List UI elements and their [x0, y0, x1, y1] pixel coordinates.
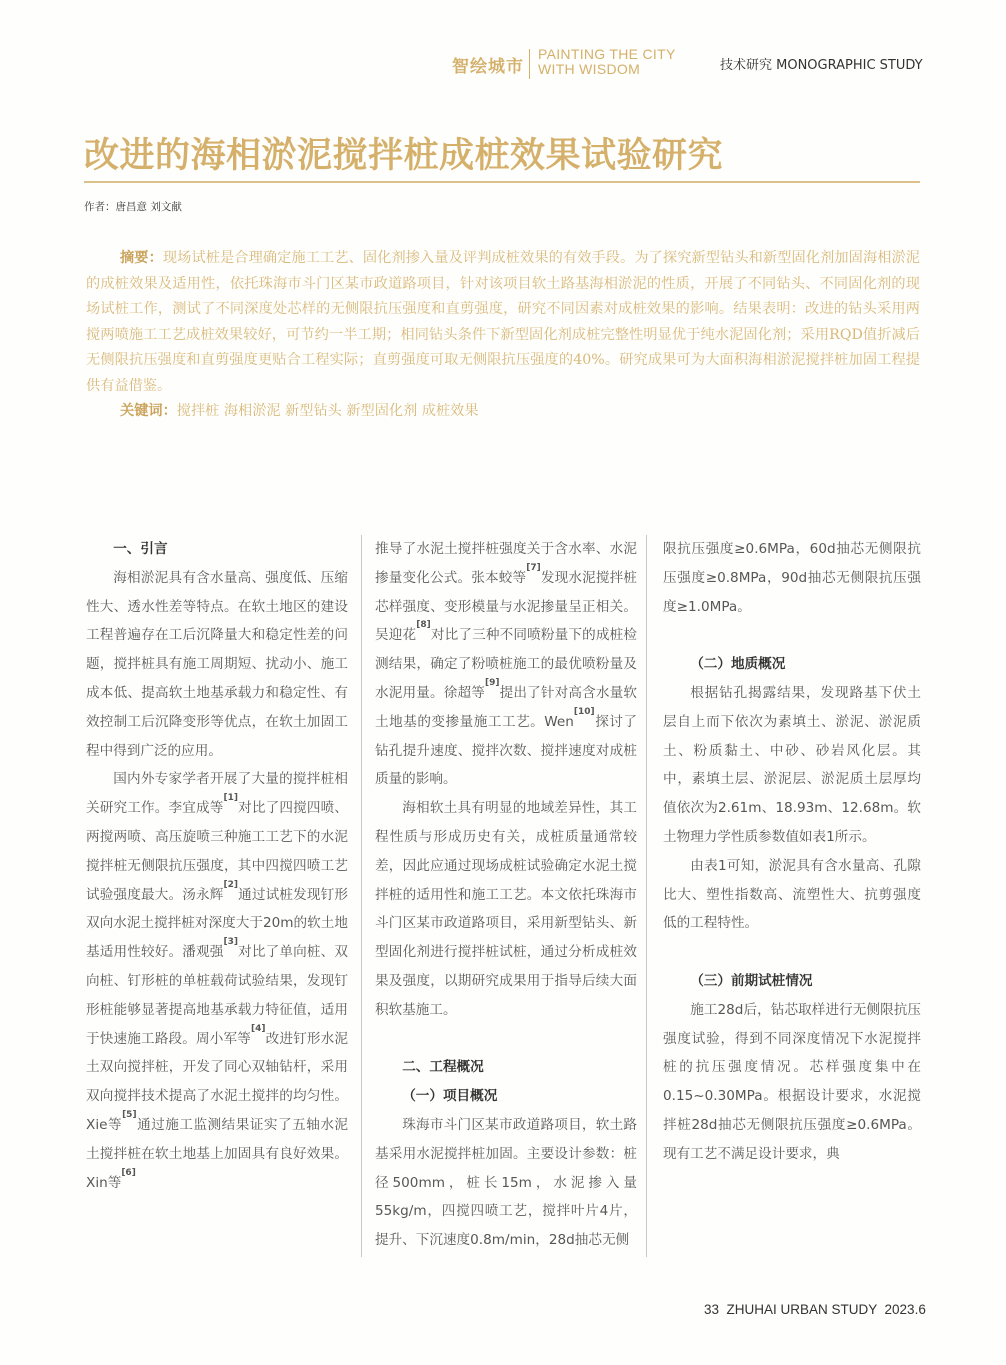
brand-separator	[529, 49, 530, 79]
text-run: 提出了针对高含水量软土地基的变掺量施工工艺。Wen	[375, 684, 637, 730]
brand-en-line2: WITH WISDOM	[538, 61, 641, 77]
citation-ref[interactable]: [9]	[485, 677, 500, 688]
text-run: 对比了三种不同喷粉量下的成桩检测结果，确定了粉喷桩施工的最优喷粉量及水泥用量。徐超等	[375, 627, 637, 701]
abstract-text: 现场试桩是合理确定施工工艺、固化剂掺入量及评判成桩效果的有效手段。为了探究新型钻头和新型固化剂加固海相淤泥的成桩效果及适用性，依托珠海市斗门区某市政道路项目，针对该项目软土路基海相淤泥的性质，开展了不同钻头、不同固化剂的现场试桩工作，测试了不同深度处芯样的无侧限抗压强度和直剪强度，研究不同因素对成桩效果的影响。结果表明：改进的钻头采用两搅两喷施工工艺成桩效果较好，可节约一半工期；相同钻头条件下新型固化剂成桩完整性明显优于纯水泥固化剂；采用RQD值折减后无侧限抗压强度和直剪强度更贴合工程实际；直剪强度可取无侧限抗压强度的40%。研究成果可为大面积海相淤泥搅拌桩加固工程提供有益借鉴。	[86, 250, 920, 394]
section-heading-overview: 二、工程概况	[402, 1059, 484, 1076]
body-column-1	[86, 535, 348, 1197]
text-run: 发现水泥搅拌桩芯样强度、变形模量与水泥掺量呈正相关。吴迎花	[375, 569, 637, 644]
spacer	[663, 621, 921, 650]
abstract-block	[86, 246, 920, 425]
body-paragraph: 根据钻孔揭露结果，发现路基下伏土层自上而下依次为素填土、淤泥、淤泥质土、粉质黏土、中砂、砂岩风化层。其中，素填土层、淤泥层、淤泥质土层厚均值依次为2.61m、18.93m、12.68m。软土物理力学性质参数值如表1所示。	[663, 684, 921, 845]
text-run: 通过试桩发现钉形双向水泥土搅拌桩对深度大于20m的软土地基适用性较好。潘观强	[86, 886, 348, 961]
citation-ref[interactable]: [1]	[223, 793, 238, 804]
text-run: 探讨了钻孔提升速度、搅拌次数、搅拌速度对成桩质量的影响。	[375, 713, 638, 788]
body-column-3	[663, 535, 921, 1169]
subsection-heading-project: （一）项目概况	[402, 1088, 498, 1105]
body-paragraph: 由表1可知，淤泥具有含水量高、孔隙比大、塑性指数高、流塑性大、抗剪强度低的工程特性。	[663, 857, 921, 932]
spacer	[663, 938, 921, 967]
citation-ref[interactable]: [2]	[223, 879, 238, 890]
body-column-2	[375, 535, 637, 1255]
authors: 作者：唐昌意 刘文献	[84, 201, 182, 213]
body-paragraph: 海相软土具有明显的地域差异性，其工程性质与形成历史有关，成桩质量通常较差，因此应通过现场成桩试验确定水泥土搅拌桩的适用性和施工工艺。本文依托珠海市斗门区某市政道路项目，采用新型钻头、新型固化剂进行搅拌桩试桩，通过分析成桩效果及强度，以期研究成果用于指导后续大面积软基施工。	[375, 800, 637, 1018]
subsection-heading-geology: （二）地质概况	[690, 656, 786, 673]
text-run: 推导了水泥土搅拌桩强度关于含水率、水泥掺量变化公式。张本蛟等	[375, 541, 637, 586]
spacer	[375, 1025, 637, 1054]
column-divider	[646, 535, 647, 1257]
text-run: 对比了四搅四喷、两搅两喷、高压旋喷三种施工工艺下的水泥搅拌桩无侧限抗压强度，其中四搅四喷工艺试验强度最大。汤永辉	[86, 800, 348, 903]
abstract-paragraph	[86, 246, 920, 399]
citation-ref[interactable]: [7]	[526, 562, 541, 573]
section-heading-intro: 一、引言	[113, 541, 168, 557]
section-label: 技术研究 MONOGRAPHIC STUDY	[720, 58, 923, 73]
brand-en-line1: PAINTING THE CITY	[538, 46, 676, 62]
text-run: 改进钉形水泥土双向搅拌桩，开发了同心双轴钻杆，采用双向搅拌技术提高了水泥土搅拌的均匀性。Xie等	[86, 1030, 348, 1133]
citation-ref[interactable]: [5]	[122, 1109, 137, 1120]
brand-name-en	[538, 47, 676, 77]
body-paragraph: 施工28d后，钻芯取样进行无侧限抗压强度试验，得到不同深度情况下水泥搅拌桩的抗压强度情况。芯样强度集中在0.15~0.30MPa。根据设计要求，水泥搅拌桩28d抽芯无侧限抗压强度≥0.6MPa。现有工艺不满足设计要求，典	[663, 1001, 921, 1162]
keywords-label: 关键词：	[120, 403, 177, 419]
column-divider	[361, 535, 362, 1257]
keywords-paragraph	[86, 399, 920, 425]
text-run: 对比了单向桩、双向桩、钉形桩的单桩载荷试验结果，发现钉形桩能够显著提高地基承载力特征值，适用于快速施工路段。周小军等	[86, 944, 348, 1047]
citation-ref[interactable]: [10]	[573, 706, 595, 717]
abstract-label: 摘要：	[120, 250, 163, 266]
citation-ref[interactable]: [6]	[121, 1167, 136, 1178]
body-paragraph-continued	[375, 535, 637, 794]
keywords-text: 搅拌桩 海相淤泥 新型钻头 新型固化剂 成桩效果	[176, 403, 479, 419]
citation-ref[interactable]: [8]	[416, 620, 431, 631]
body-paragraph: 海相淤泥具有含水量高、强度低、压缩性大、透水性差等特点。在软土地区的建设工程普遍存在工后沉降量大和稳定性差的问题，搅拌桩具有施工周期短、扰动小、施工成本低、提高软土地基承载力和稳定性、有效控制工后沉降变形等优点，在软土加固工程中得到广泛的应用。	[86, 569, 348, 759]
text-run: 通过施工监测结果证实了五轴水泥土搅拌桩在软土地基上加固具有良好效果。Xin等	[86, 1116, 349, 1191]
page-footer: 33 ZHUHAI URBAN STUDY 2023.6	[704, 1302, 926, 1317]
body-paragraph	[86, 765, 348, 1197]
title-underline	[84, 181, 920, 183]
body-paragraph: 珠海市斗门区某市政道路项目，软土路基采用水泥搅拌桩加固。主要设计参数：桩径500mm，桩长15m，水泥掺入量55kg/m，四搅四喷工艺，搅拌叶片4片，提升、下沉速度0.8m/min，28d抽芯无侧	[375, 1116, 637, 1249]
text-run: 国内外专家学者开展了大量的搅拌桩相关研究工作。李宜成等	[86, 771, 348, 817]
body-paragraph-continued: 限抗压强度≥0.6MPa，60d抽芯无侧限抗压强度≥0.8MPa，90d抽芯无侧限抗压强度≥1.0MPa。	[663, 541, 921, 615]
article-title: 改进的海相淤泥搅拌桩成桩效果试验研究	[84, 136, 724, 176]
citation-ref[interactable]: [4]	[251, 1023, 266, 1034]
subsection-heading-pretest: （三）前期试桩情况	[690, 972, 813, 989]
brand-name-zh: 智绘城市	[452, 57, 524, 77]
citation-ref[interactable]: [3]	[223, 937, 238, 948]
